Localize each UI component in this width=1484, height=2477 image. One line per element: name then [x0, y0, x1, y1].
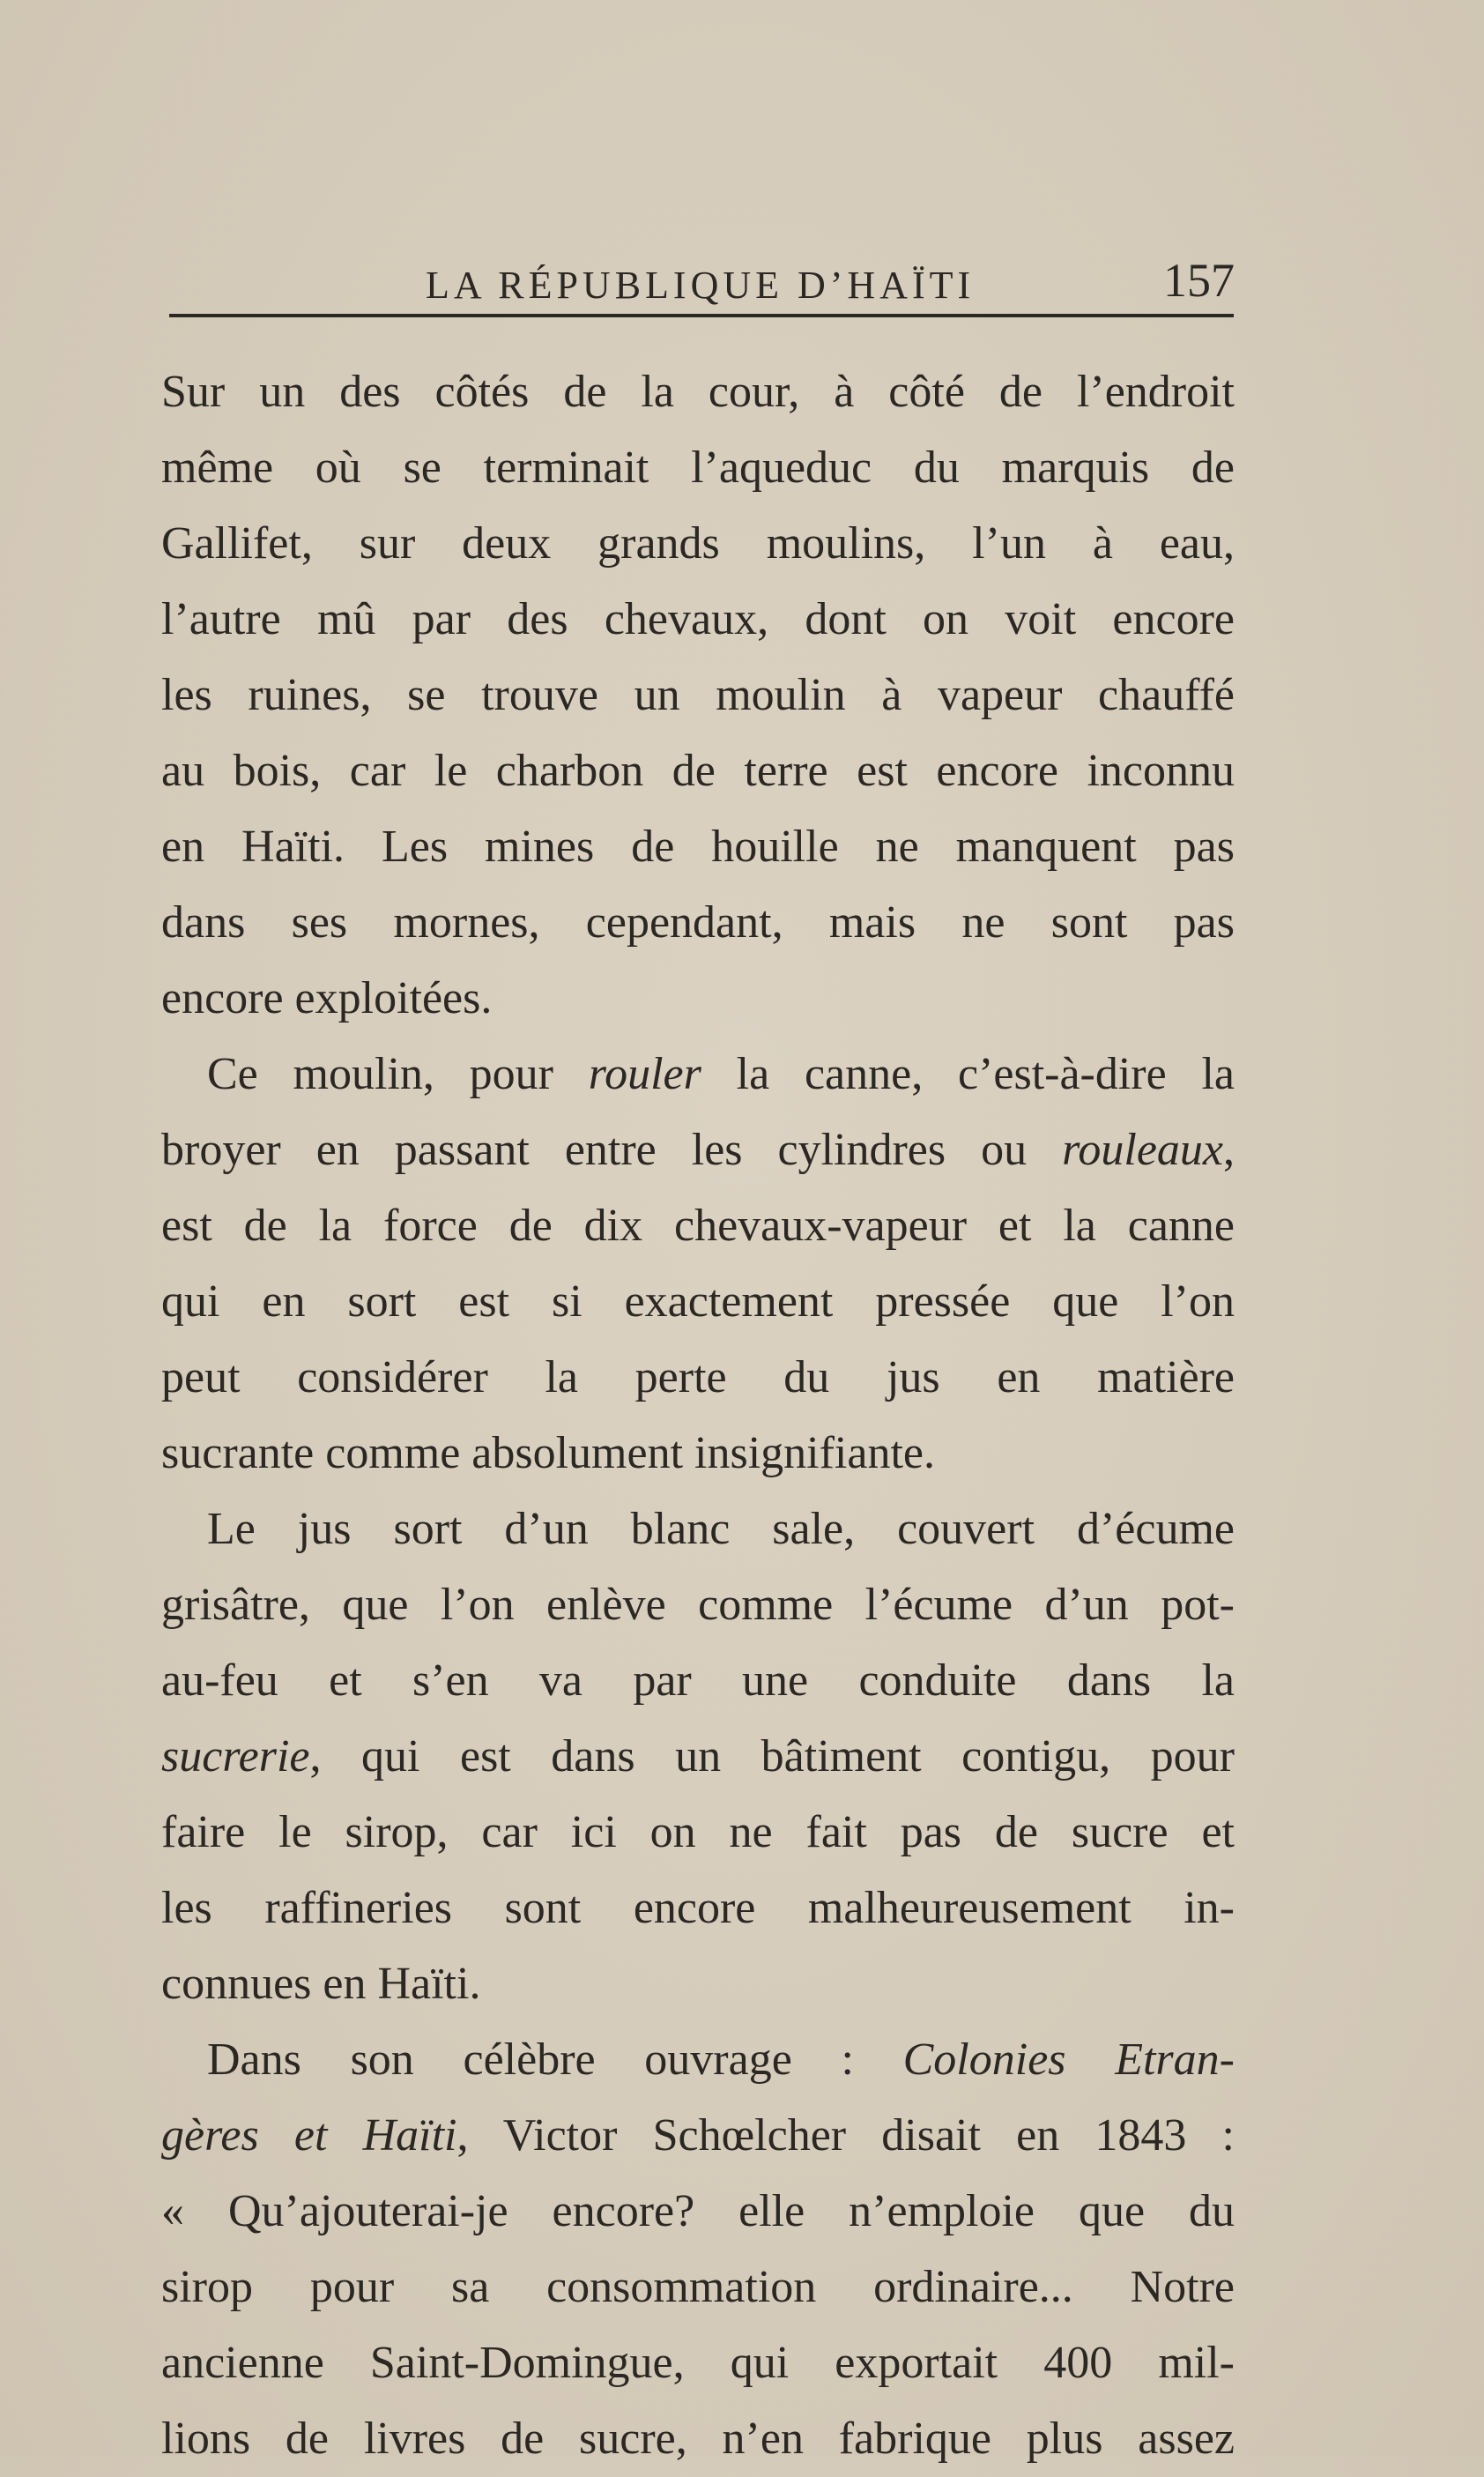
text-line: Ce moulin, pour rouler la canne, c’est-à-dire la	[207, 1049, 1235, 1099]
text-line: les raffineries sont encore malheureusement in-	[161, 1883, 1235, 1933]
page-number: 157	[1163, 254, 1235, 307]
text-line: au-feu et s’en va par une conduite dans la	[161, 1655, 1235, 1706]
text-line: l’autre mû par des chevaux, dont on voit encore	[161, 594, 1235, 644]
text-line: qui en sort est si exactement pressée que l’on	[161, 1276, 1235, 1327]
italic-term: rouler	[588, 1049, 701, 1099]
text-line: sucrerie, qui est dans un bâtiment contigu, pour	[161, 1731, 1235, 1782]
text-line: dans ses mornes, cependant, mais ne sont pas	[161, 897, 1235, 948]
text-line: sirop pour sa consommation ordinaire... Notre	[161, 2262, 1235, 2312]
text-line: est de la force de dix chevaux-vapeur et la canne	[161, 1201, 1235, 1251]
text-line: gères et Haïti, Victor Schœlcher disait en 1843 :	[161, 2110, 1235, 2161]
text-line: Le jus sort d’un blanc sale, couvert d’écume	[207, 1504, 1235, 1554]
text-line: « Qu’ajouterai-je encore? elle n’emploie que du	[161, 2186, 1235, 2236]
running-head	[161, 249, 1235, 310]
text-line: connues en Haïti.	[161, 1959, 481, 2009]
text-line: peut considérer la perte du jus en matière	[161, 1352, 1235, 1402]
running-title: LA RÉPUBLIQUE D’HAÏTI	[426, 264, 976, 307]
text-line: encore exploitées.	[161, 973, 493, 1023]
italic-term: Colonies Etran-	[902, 2034, 1235, 2085]
text-line: en Haïti. Les mines de houille ne manquent pas	[161, 822, 1235, 872]
text-line: lions de livres de sucre, n’en fabrique plus assez	[161, 2414, 1235, 2464]
text-line: Sur un des côtés de la cour, à côté de l’endroit	[161, 367, 1235, 417]
text-line: même où se terminait l’aqueduc du marquis de	[161, 443, 1235, 493]
italic-term: gères et Haïti	[161, 2110, 457, 2161]
body-text	[161, 354, 1235, 2477]
italic-term: sucrerie	[161, 1731, 310, 1782]
text-line: les ruines, se trouve un moulin à vapeur chauffé	[161, 670, 1235, 720]
text-line: grisâtre, que l’on enlève comme l’écume d’un pot-	[161, 1580, 1235, 1630]
text-line: au bois, car le charbon de terre est encore inconnu	[161, 746, 1235, 796]
header-rule	[169, 314, 1234, 317]
text-line: ancienne Saint-Domingue, qui exportait 400 mil-	[161, 2338, 1235, 2388]
text-line: Gallifet, sur deux grands moulins, l’un à eau,	[161, 518, 1235, 569]
text-line: Dans son célèbre ouvrage : Colonies Etran-	[207, 2034, 1235, 2085]
text-line: sucrante comme absolument insignifiante.	[161, 1428, 935, 1478]
italic-term: rouleaux	[1062, 1125, 1223, 1175]
text-line: faire le sirop, car ici on ne fait pas de sucre et	[161, 1807, 1235, 1857]
text-line: broyer en passant entre les cylindres ou rouleaux,	[161, 1125, 1235, 1175]
